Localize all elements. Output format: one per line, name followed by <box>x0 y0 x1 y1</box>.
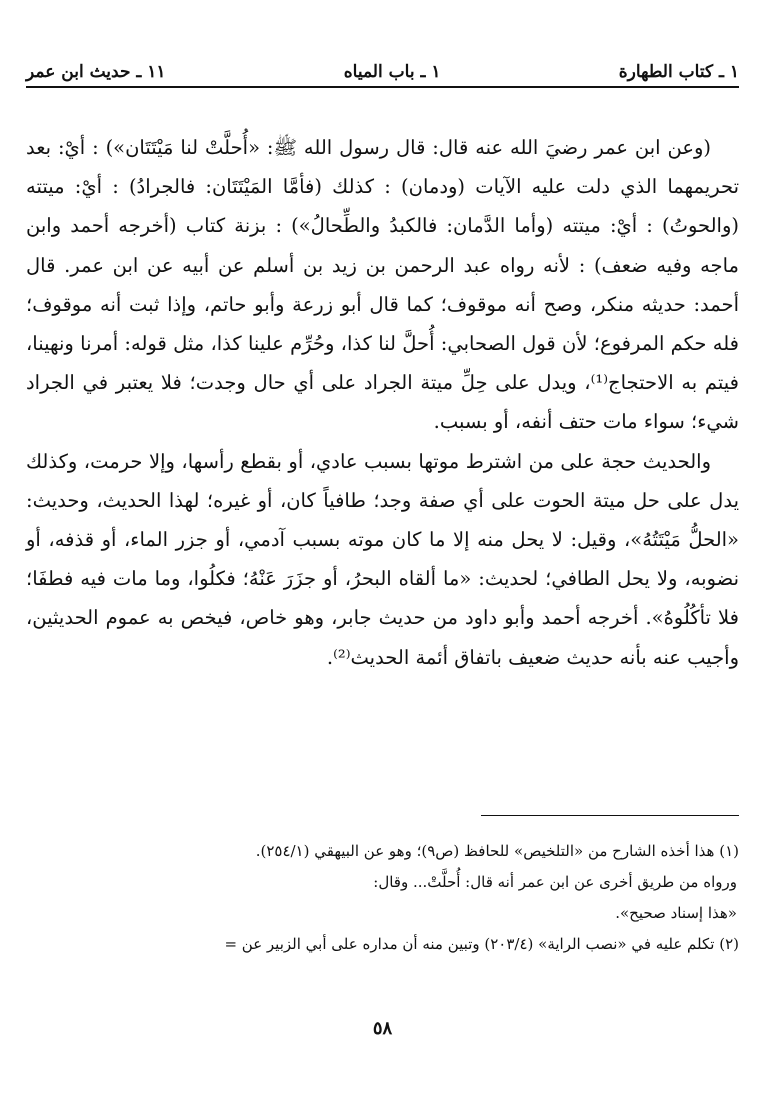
footnote: «هذا إسناد صحيح». <box>615 904 737 922</box>
header-book-title: ١ ـ كتاب الطهارة <box>618 62 739 82</box>
header-hadith-title: ١١ ـ حديث ابن عمر <box>26 62 166 82</box>
footnote-divider <box>481 815 739 816</box>
page-number: ٥٨ <box>372 1018 393 1039</box>
paragraph: (وعن ابن عمر رضيَ الله عنه قال: قال رسول الله ﷺ: «أُحلَّتْ لنا مَيْتَتَان») : أيْ: بعد تحريمهما الذي دلت عليه الآيات (ودمان) : كذلك (فأمَّا المَيْتَتَان: فالجرادُ) : أيْ: ميتته (والحوتُ) : أيْ: ميتته (وأما الدَّمان: فالكبدُ والطِّحالُ») : بزنة كتاب (أخرجه أحمد وابن ماجه وفيه ضعف) : لأنه رواه عبد الرحمن بن زيد بن أسلم عن أبيه عن ابن عمر. قال أحمد: حديثه منكر، وصح أنه موقوف؛ كما قال أبو زرعة وأبو حاتم، وإذا ثبت أنه موقوف؛ فله حكم المرفوع؛ لأن قول الصحابي: أُحلَّ لنا كذا، وحُرِّم علينا كذا، مثل قوله: أمرنا ونهينا، فيتم به الاحتجاج⁽¹⁾، ويدل على حِلِّ ميتة الجراد على أي حال وجدت؛ فلا يعتبر في الجراد شيء؛ سواء مات حتف أنفه، أو بسبب. <box>26 136 739 434</box>
footnote: (٢) تكلم عليه في «نصب الراية» (٢٠٣/٤) وتبين منه أن مداره على أبي الزبير عن = <box>224 935 739 953</box>
footnote: ورواه من طريق أخرى عن ابن عمر أنه قال: أُحلَّتْ... وقال: <box>373 873 737 891</box>
running-header <box>26 46 739 88</box>
footnotes <box>26 836 739 960</box>
footnote: (١) هذا أخذه الشارح من «التلخيص» للحافظ (ص٩)؛ وهو عن البيهقي (٢٥٤/١). <box>255 842 739 860</box>
paragraph: والحديث حجة على من اشترط موتها بسبب عادي، أو بقطع رأسها، وإلا حرمت، وكذلك يدل على حل ميتة الحوت على أي صفة وجد؛ طافياً كان، أو غيره؛ لهذا الحديث، وحديث: «الحلُّ مَيْتَتُهُ»، وقيل: لا يحل منه إلا ما كان موته بسبب آدمي، أو جزر الماء، أو قذفه، أو نضوبه، ولا يحل الطافي؛ لحديث: «ما ألقاه البحرُ، أو جزَرَ عَنْهُ؛ فكلُوا، وما مات فيه فطفَا؛ فلا تأكُلُوهُ». أخرجه أحمد وأبو داود من حديث جابر، وهو خاص، فيخص به عموم الحديثين، وأجيب عنه بأنه حديث ضعيف باتفاق أئمة الحديث⁽²⁾. <box>26 449 739 669</box>
header-chapter-title: ١ ـ باب المياه <box>343 62 441 82</box>
main-text <box>26 128 739 677</box>
